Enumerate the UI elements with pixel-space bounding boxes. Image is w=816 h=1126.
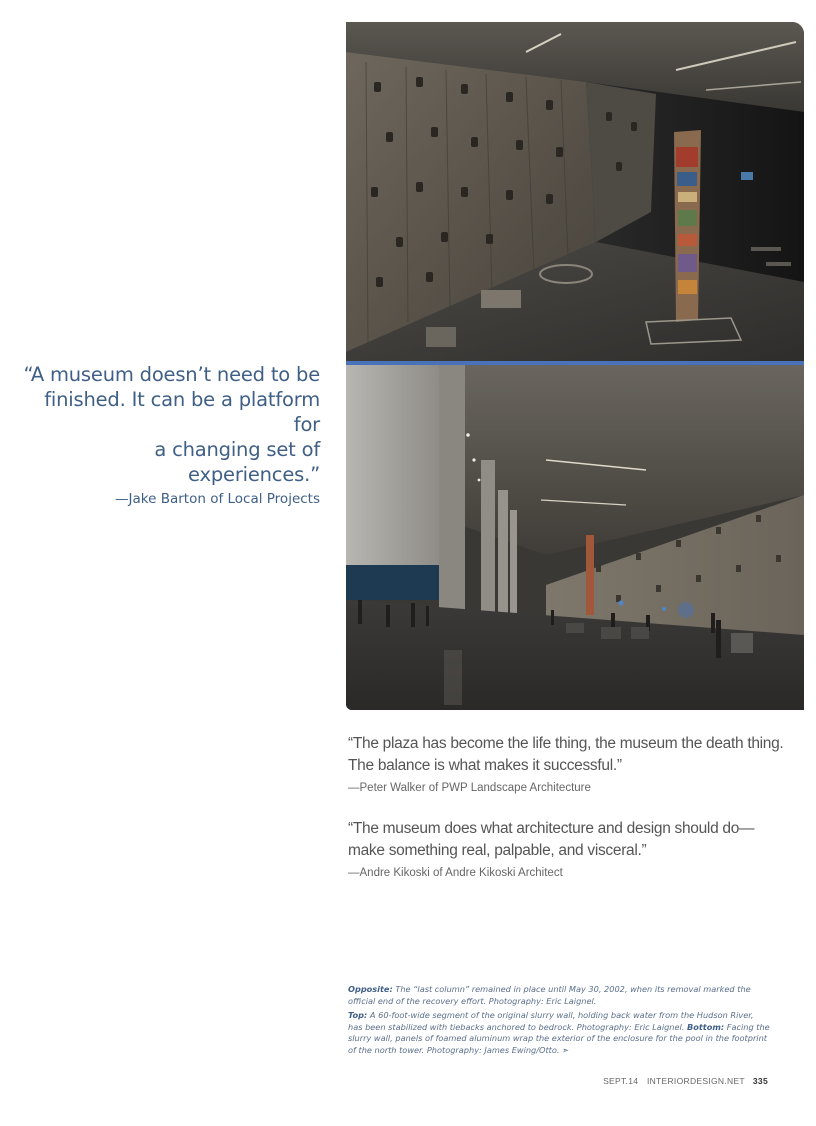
quote-text: “The plaza has become the life thing, the museum the death thing. The balance is what makes it successful.”: [348, 735, 784, 774]
end-arrow-icon: ➣: [562, 1044, 569, 1055]
caption-label: Opposite:: [348, 984, 393, 994]
caption-text: The “last column” remained in place until May 30, 2002, when its removal marked the official end of the recovery effort. Photography: Eric Laignel.: [348, 984, 751, 1006]
quote-attribution: —Andre Kikoski of Andre Kikoski Architect: [348, 867, 563, 879]
pull-quote-line-1: “A museum doesn’t need to be: [23, 363, 320, 386]
caption-top-bottom: [348, 1010, 770, 1056]
footer-separator: [641, 1076, 644, 1086]
photo-slurry-wall-last-column: [346, 22, 804, 362]
photo-museum-hall: [346, 365, 804, 710]
footer-issue: SEPT.14: [603, 1076, 639, 1086]
footer-site: INTERIORDESIGN.NET: [646, 1076, 745, 1086]
quote-attribution: —Peter Walker of PWP Landscape Architecture: [348, 782, 591, 794]
quote-peter-walker: [348, 733, 788, 796]
pull-quote-line-3: a changing set of experiences.”: [154, 438, 320, 486]
photo-captions: [348, 984, 770, 1059]
caption-opposite: [348, 984, 770, 1007]
pull-quote: [18, 362, 320, 508]
pull-quote-attribution: —Jake Barton of Local Projects: [115, 491, 320, 507]
page-footer: [560, 1076, 768, 1086]
caption-label: Top:: [348, 1010, 368, 1020]
pull-quote-line-2: finished. It can be a platform for: [44, 388, 320, 436]
caption-label: Bottom:: [687, 1021, 725, 1032]
quote-text: “The museum does what architecture and design should do—make something real, palpable, and visceral.”: [348, 820, 755, 859]
page-number: 335: [752, 1076, 768, 1086]
caption-text: Facing the slurry wall, panels of foamed aluminum wrap the exterior of the enclosure for the pool in the footprint of the north tower. Photography: James Ewing/Otto.: [348, 1021, 770, 1055]
caption-text: A 60-foot-wide segment of the original slurry wall, holding back water from the Hudson River, has been stabilized with tiebacks anchored to bedrock. Photography: Eric Laignel.: [348, 1010, 754, 1032]
quote-andre-kikoski: [348, 818, 788, 881]
